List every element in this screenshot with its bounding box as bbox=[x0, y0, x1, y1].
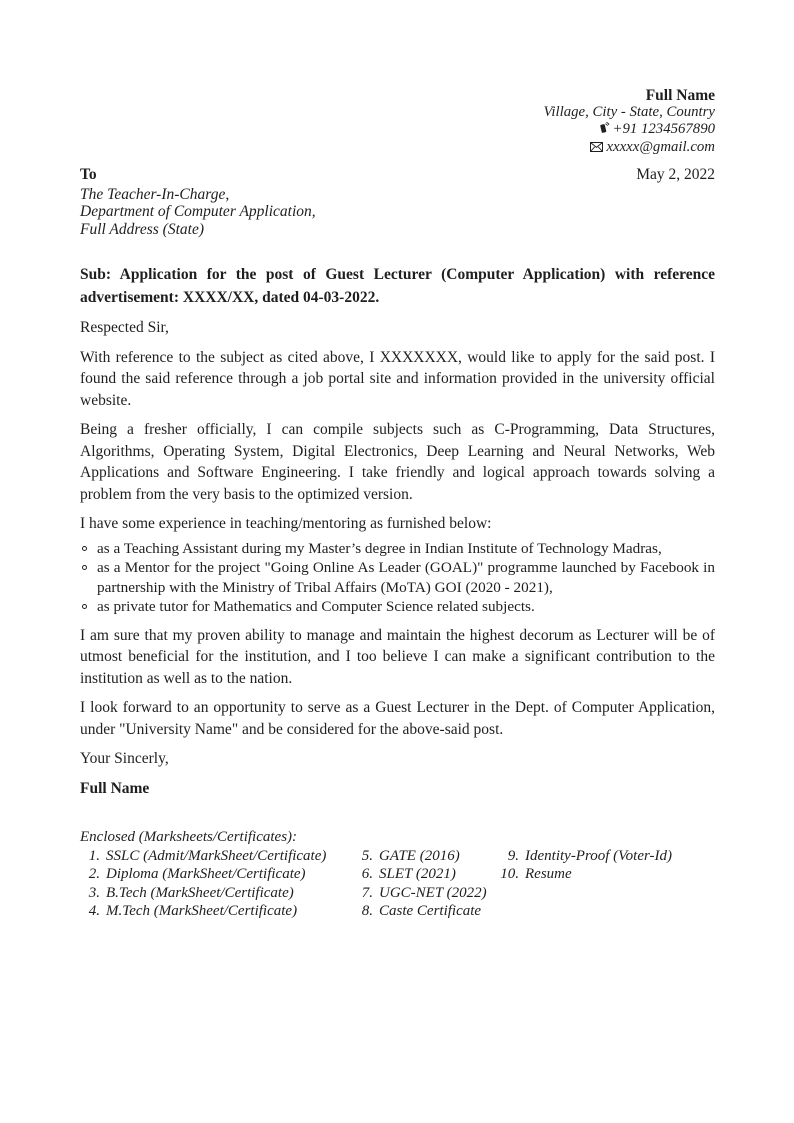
enclosure-text: B.Tech (MarkSheet/Certificate) bbox=[106, 884, 294, 901]
enclosure-item: 3. B.Tech (MarkSheet/Certificate) bbox=[88, 884, 294, 901]
recipient-block bbox=[80, 186, 715, 239]
sender-address: Village, City - State, Country bbox=[543, 104, 715, 120]
enclosures-grid bbox=[80, 847, 715, 921]
salutation: Respected Sir, bbox=[80, 319, 169, 336]
enclosure-text: SLET (2021) bbox=[379, 866, 456, 882]
enclosure-text: UGC-NET (2022) bbox=[379, 884, 487, 901]
letter-date: May 2, 2022 bbox=[636, 166, 715, 183]
sender-block bbox=[80, 87, 715, 157]
list-item bbox=[80, 597, 715, 617]
recipient-label: To bbox=[80, 166, 97, 183]
enclosure-item: 10. Resume bbox=[500, 866, 572, 882]
sender-email: xxxxx@gmail.com bbox=[606, 139, 715, 155]
list-item bbox=[80, 558, 715, 597]
phone-icon bbox=[598, 121, 610, 139]
recipient-line: Department of Computer Application, bbox=[80, 203, 316, 220]
subject-line: Sub: Application for the post of Guest Lecturer (Computer Application) with reference advertisement: XXXX/XX, dated 04-03-2022. bbox=[80, 266, 715, 306]
enclosure-item: 1. SSLC (Admit/MarkSheet/Certificate) bbox=[88, 847, 327, 864]
envelope-icon bbox=[590, 140, 603, 157]
list-item-text: as private tutor for Mathematics and Computer Science related subjects. bbox=[97, 598, 535, 615]
enclosure-text: SSLC (Admit/MarkSheet/Certificate) bbox=[106, 847, 327, 864]
paragraph-subjects: Being a fresher officially, I can compile subjects such as C-Programming, Data Structures, Algorithms, Operating System, Digital Electronics, Deep Learning and Neural Networks, Web Applications and Software Engineering. I take friendly and logical approach towards solving a problem from the very basis to the optimized version. bbox=[80, 421, 715, 503]
to-date-row bbox=[80, 164, 715, 186]
list-item-text: as a Mentor for the project "Going Online As Leader (GOAL)" programme launched by Facebook in partnership with the Ministry of Tribal Affairs (MoTA) GOI (2020 - 2021), bbox=[97, 559, 715, 596]
recipient-line: The Teacher-In-Charge, bbox=[80, 185, 230, 203]
valediction: Your Sincerly, bbox=[80, 750, 169, 767]
sender-phone: +91 1234567890 bbox=[612, 121, 715, 137]
enclosure-text: Identity-Proof (Voter-Id) bbox=[525, 847, 673, 864]
enclosure-item: 8. Caste Certificate bbox=[361, 903, 482, 919]
signature-name: Full Name bbox=[80, 779, 150, 797]
recipient-line: Full Address (State) bbox=[80, 220, 204, 238]
list-item bbox=[80, 539, 715, 559]
sender-name: Full Name bbox=[645, 87, 715, 104]
paragraph-lookforward: I look forward to an opportunity to serve as a Guest Lecturer in the Dept. of Computer Application, under "University Name" and be considered for the above-said post. bbox=[80, 699, 715, 738]
enclosure-item: 4. M.Tech (MarkSheet/Certificate) bbox=[88, 903, 298, 919]
enclosure-text: Caste Certificate bbox=[379, 903, 482, 919]
sender-phone-line bbox=[80, 121, 715, 139]
enclosure-text: GATE (2016) bbox=[379, 847, 460, 864]
experience-list bbox=[80, 539, 715, 617]
bullet-circle-icon bbox=[82, 546, 87, 551]
enclosures-column-1 bbox=[80, 847, 353, 921]
enclosure-item: 7. UGC-NET (2022) bbox=[361, 884, 487, 901]
enclosures-column-3 bbox=[499, 847, 672, 884]
paragraph-experience-intro: I have some experience in teaching/mentoring as furnished below: bbox=[80, 515, 492, 532]
list-item-text: as a Teaching Assistant during my Master’s degree in Indian Institute of Technology Madras, bbox=[97, 539, 662, 557]
enclosures-column-2 bbox=[353, 847, 499, 921]
enclosure-item: 2. Diploma (MarkSheet/Certificate) bbox=[88, 866, 306, 882]
enclosures-title: Enclosed (Marksheets/Certificates): bbox=[80, 829, 298, 845]
enclosure-item: 6. SLET (2021) bbox=[361, 866, 456, 882]
enclosure-item: 5. GATE (2016) bbox=[361, 847, 460, 864]
enclosure-text: Diploma (MarkSheet/Certificate) bbox=[106, 866, 306, 882]
bullet-circle-icon bbox=[82, 604, 87, 609]
paragraph-assurance: I am sure that my proven ability to manage and maintain the highest decorum as Lecturer will be of utmost beneficial for the institution, and I too believe I can make a significant contribution to the institution as well as to the nation. bbox=[80, 626, 715, 687]
enclosure-text: M.Tech (MarkSheet/Certificate) bbox=[106, 903, 298, 919]
paragraph-reference: With reference to the subject as cited above, I XXXXXXX, would like to apply for the said post. I found the said reference through a job portal site and information provided in the university official website. bbox=[80, 348, 715, 409]
sender-email-line bbox=[80, 139, 715, 157]
enclosure-item: 9. Identity-Proof (Voter-Id) bbox=[507, 847, 673, 864]
enclosures-block bbox=[80, 828, 715, 921]
enclosure-text: Resume bbox=[525, 866, 572, 882]
bullet-circle-icon bbox=[82, 565, 87, 570]
